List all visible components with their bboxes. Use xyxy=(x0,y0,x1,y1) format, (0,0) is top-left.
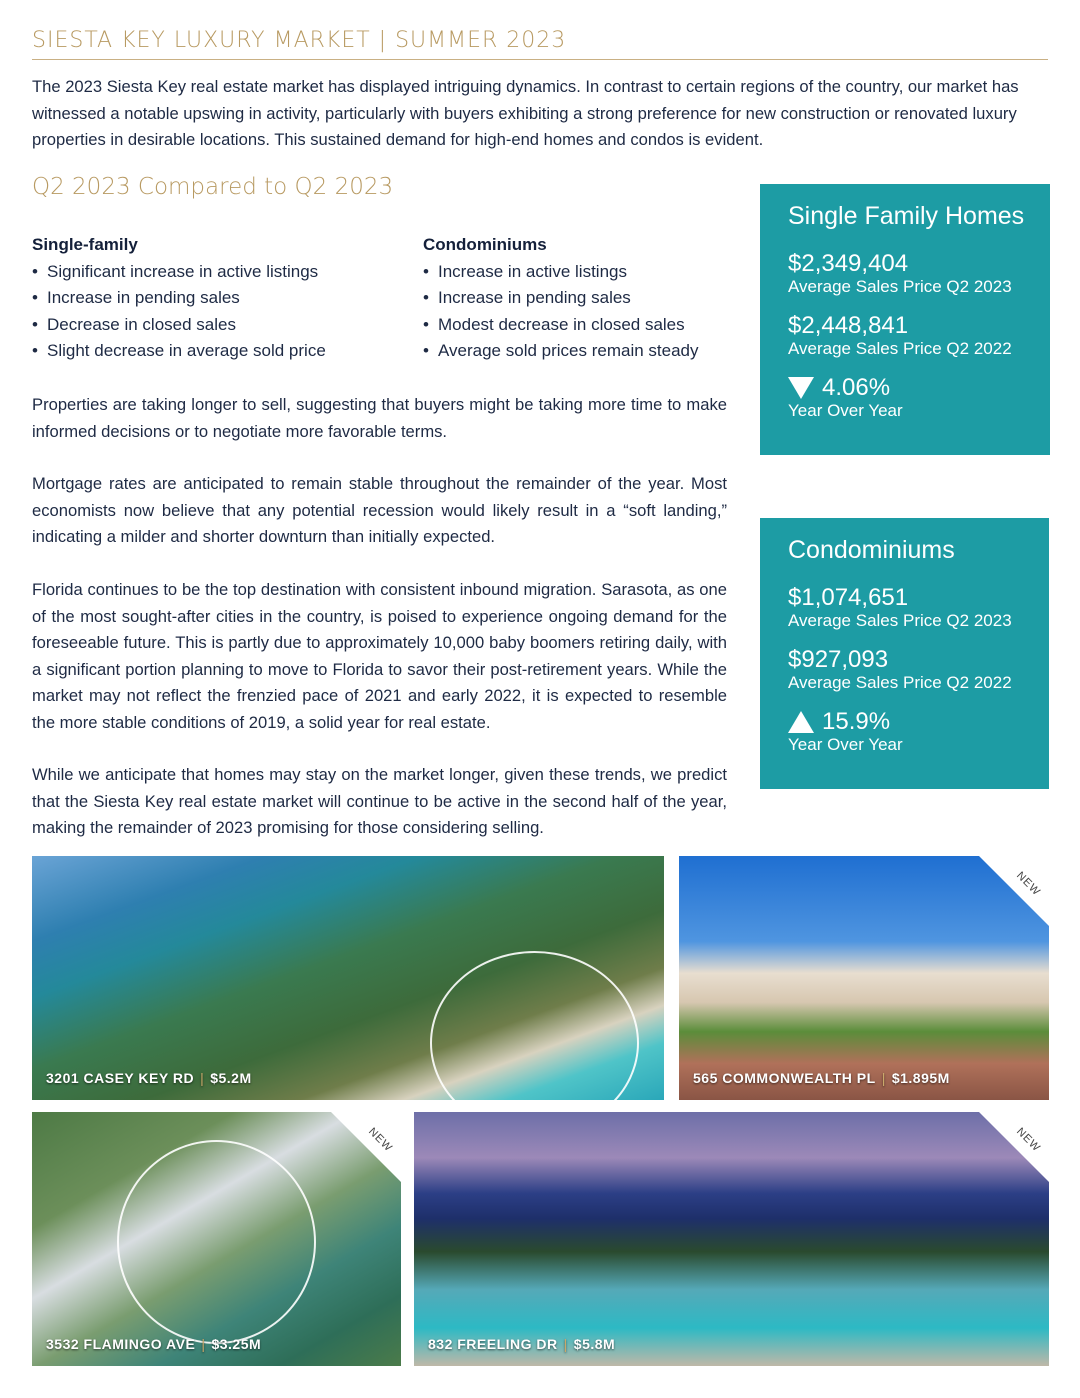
paragraph-selling-time: Properties are taking longer to sell, suggesting that buyers might be taking more time to make informed decisions or to negotiate more favorable terms. xyxy=(32,395,727,441)
single-family-stats-box xyxy=(760,184,1050,455)
price-2023: $1,074,651 xyxy=(788,584,909,611)
listing-address: 3532 FLAMINGO AVE xyxy=(46,1336,196,1352)
condominiums-stats-box xyxy=(760,518,1049,789)
price-2023-label: Average Sales Price Q2 2023 xyxy=(788,277,1012,296)
list-item-text: Increase in active listings xyxy=(438,261,627,281)
list-item xyxy=(32,312,412,339)
page-title: SIESTA KEY LUXURY MARKET | SUMMER 2023 xyxy=(32,28,1048,60)
price-2022: $2,448,841 xyxy=(788,312,909,339)
intro-paragraph: The 2023 Siesta Key real estate market has displayed intriguing dynamics. In contrast to certain regions of the country, our market has witnessed a notable upswing in activity, particularly with buyers exhibiting a strong preference for new construction or renovated luxury properties in desirable locations. This sustained demand for high-end homes and condos is evident. xyxy=(32,77,1019,149)
bullet: • xyxy=(32,341,38,361)
condominiums-list xyxy=(423,259,743,365)
bullet: • xyxy=(423,341,429,361)
change-label: Year Over Year xyxy=(788,401,903,420)
bullet: • xyxy=(32,261,38,281)
change-value: 4.06% xyxy=(822,374,891,401)
list-item-text: Increase in pending sales xyxy=(47,288,240,308)
down-triangle-icon xyxy=(788,377,814,399)
listing-photo-casey-key[interactable] xyxy=(32,856,664,1100)
paragraph-mortgage-rates: Mortgage rates are anticipated to remain stable throughout the remainder of the year. Most economists now believe that any potential recession would likely result in a “soft landing,” indicating a milder and shorter downturn than initially expected. xyxy=(32,474,727,546)
list-item-text: Decrease in closed sales xyxy=(47,314,236,334)
list-item-text: Increase in pending sales xyxy=(438,288,631,308)
change-label: Year Over Year xyxy=(788,735,903,754)
single-family-column xyxy=(32,232,412,365)
highlight-circle xyxy=(430,951,639,1100)
highlight-circle xyxy=(117,1140,316,1344)
bullet: • xyxy=(423,288,429,308)
bullet: • xyxy=(423,261,429,281)
condominiums-title: Condominiums xyxy=(423,235,547,254)
listing-address: 832 FREELING DR xyxy=(428,1336,558,1352)
bullet: • xyxy=(423,314,429,334)
new-badge: NEW xyxy=(1014,1125,1044,1155)
listing-address: 565 COMMONWEALTH PL xyxy=(693,1070,876,1086)
change-row xyxy=(788,375,1022,401)
list-item-text: Slight decrease in average sold price xyxy=(47,341,326,361)
listing-caption xyxy=(428,1336,615,1352)
listing-price: $5.2M xyxy=(210,1070,252,1086)
listing-price: $3.25M xyxy=(211,1336,262,1352)
price-2022-label: Average Sales Price Q2 2022 xyxy=(788,673,1012,692)
list-item-text: Average sold prices remain steady xyxy=(438,341,699,361)
price-2023-label: Average Sales Price Q2 2023 xyxy=(788,611,1012,630)
list-item xyxy=(32,259,412,286)
listing-caption xyxy=(46,1336,261,1352)
caption-separator: | xyxy=(200,1070,205,1086)
new-badge: NEW xyxy=(1014,869,1044,899)
listing-price: $5.8M xyxy=(573,1336,616,1352)
listing-photo-flamingo[interactable] xyxy=(32,1112,401,1366)
caption-separator: | xyxy=(881,1070,886,1086)
listing-photo-commonwealth[interactable] xyxy=(679,856,1049,1100)
paragraph-florida-migration: Florida continues to be the top destination with consistent inbound migration. Sarasota, as one of the most sought-after cities in the country, is poised to experience ongoing demand for the foreseeable future. This is partly due to approximately 10,000 baby boomers retiring daily, with a significant portion planning to move to Florida to savor their post-retirement years. While the market may not reflect the frenzied pace of 2021 and early 2022, it is expected to resemble the more stable conditions of 2019, a solid year for real estate. xyxy=(32,580,727,732)
listing-address: 3201 CASEY KEY RD xyxy=(46,1070,195,1086)
paragraph-outlook: While we anticipate that homes may stay on the market longer, given these trends, we predict that the Siesta Key real estate market will continue to be active in the second half of the year, making the remainder of 2023 promising for those considering selling. xyxy=(32,765,727,837)
up-triangle-icon xyxy=(788,711,814,733)
listing-photo-freeling[interactable] xyxy=(414,1112,1049,1366)
bullet: • xyxy=(32,288,38,308)
new-badge: NEW xyxy=(366,1125,396,1155)
caption-separator: | xyxy=(563,1336,568,1352)
single-family-list xyxy=(32,259,412,365)
list-item xyxy=(32,285,412,312)
listing-price: $1.895M xyxy=(891,1070,950,1086)
list-item xyxy=(423,312,743,339)
single-family-title: Single-family xyxy=(32,235,138,254)
caption-separator: | xyxy=(201,1336,206,1352)
list-item-text: Significant increase in active listings xyxy=(47,261,319,281)
condominiums-column xyxy=(423,232,743,365)
list-item xyxy=(423,338,743,365)
stats-title: Single Family Homes xyxy=(788,202,1025,230)
bullet: • xyxy=(32,314,38,334)
listing-caption xyxy=(693,1070,950,1086)
price-2022: $927,093 xyxy=(788,646,889,673)
list-item xyxy=(423,259,743,286)
price-2022-label: Average Sales Price Q2 2022 xyxy=(788,339,1012,358)
list-item-text: Modest decrease in closed sales xyxy=(438,314,685,334)
change-row xyxy=(788,709,1021,735)
price-2023: $2,349,404 xyxy=(788,250,909,277)
stats-title: Condominiums xyxy=(788,536,955,564)
change-value: 15.9% xyxy=(822,708,891,735)
listing-caption xyxy=(46,1070,252,1086)
comparison-heading: Q2 2023 Compared to Q2 2023 xyxy=(32,174,394,200)
list-item xyxy=(32,338,412,365)
list-item xyxy=(423,285,743,312)
